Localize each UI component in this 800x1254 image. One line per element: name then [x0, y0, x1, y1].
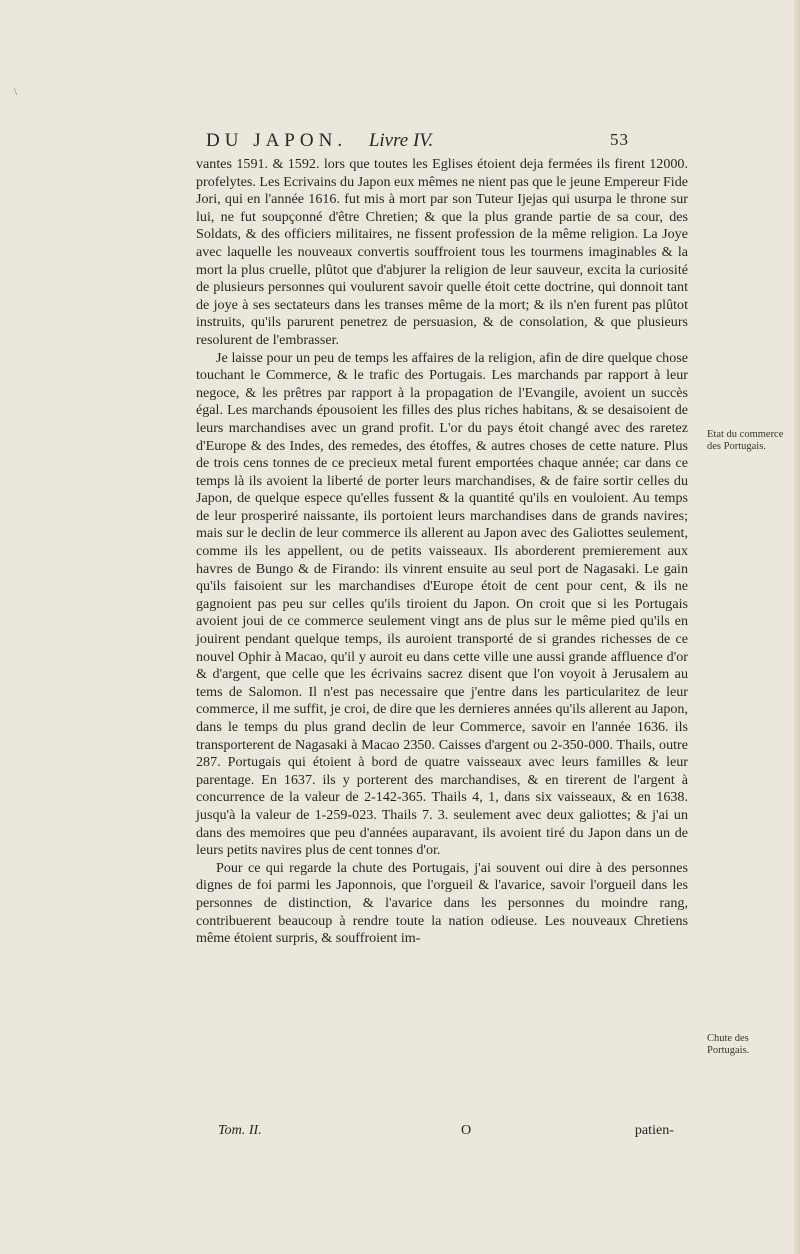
page-header — [206, 130, 629, 152]
page-footer — [196, 1122, 688, 1139]
corner-mark: \ — [14, 86, 18, 98]
page-number: 53 — [610, 130, 629, 149]
paragraph-2: Je laisse pour un peu de temps les affaires de la religion, afin de dire quelque chose touchant le Commerce, & le trafic des Portugais. Les marchands par rapport à leur negoce, & les prêtres par rapport à la propagation de l'Evangile, avoient un succès égal. Les marchands épousoient les filles des plus riches habitans, & se desaisoient de leurs marchandises avec un grand profit. L'or du pays étoit changé avec des raretez d'Europe & des Indes, des remedes, des étoffes, & autres choses de cette nature. Plus de trois cens tonnes de ce precieux metal furent emportées chaque année; car dans ce temps là ils avoient la liberté de porter leurs marchandises, & de faire sortir celles du Japon, de quelque espece qu'elles fussent & la quantité qu'ils en vouloient. Au temps de leur prosperiré naissante, ils portoient leurs marchandises dans de grands navires; mais sur le declin de leur commerce ils allerent au Japon avec des Galiottes seulement, comme ils les appellent, ou de petits vaisseaux. Ils aborderent premierement aux havres de Bungo & de Firando: ils vinrent ensuite au seul port de Nagasaki. Le gain qu'ils faisoient sur les marchandises d'Europe étoit de cent pour cent, & ils ne gagnoient pas peu sur celles qu'ils tiroient du Japon. On croit que si les Portugais avoient joui de ce commerce seulement vingt ans de plus sur le même pied qu'ils en jouirent pendant quelque temps, ils auroient transporté de si grandes richesses de ce nouvel Ophir à Macao, qu'il y auroit eu dans cette ville une aussi grande affluence d'or & d'argent, que celle que les écrivains sacrez disent que l'on voyoit à Jerusalem au tems de Salomon. Il n'est pas necessaire que j'entre dans les particularitez de leur commerce, il me suffit, je croi, de dire que les dernieres années qu'ils allerent au Japon, dans le temps du plus grand declin de leur Commerce, savoir en l'année 1636. ils transporterent de Nagasaki à Macao 2350. Caisses d'argent ou 2-350-000. Thails, outre 287. Portugais qui étoient à bord de quatre vaisseaux avec leurs familles & leur parentage. En 1637. ils y porterent des marchandises, & en tirerent de l'argent à concurrence de la valeur de 2-142-365. Thails 4, 1, dans six vaisseaux, & en 1638. jusqu'à la valeur de 1-259-023. Thails 7. 3. seulement avec deux galiottes; & j'ai un dans des memoires que peu d'années auparavant, ils avoient tiré du Japon dans un de leurs petits navires plus de cent tonnes d'or. — [196, 349, 688, 859]
running-title: DU JAPON. — [206, 130, 348, 151]
margin-note-chute: Chute des Portugais. — [707, 1033, 750, 1056]
margin-note-commerce: Etat du commerce des Portugais. — [707, 429, 784, 452]
signature-mark: O — [461, 1122, 472, 1138]
book-label: Livre IV. — [368, 130, 434, 151]
volume-label: Tom. II. — [218, 1122, 262, 1138]
paragraph-3: Pour ce qui regarde la chute des Portugais, j'ai souvent oui dire à des personnes dignes de foi parmi les Japonnois, que l'orgueil & l'avarice, savoir l'orgueil dans les personnes de distinction, & l'avarice dans les personnes du moindre rang, contribuerent beaucoup à rendre toute la nation odieuse. Les nouveaux Chretiens même étoient surpris, & souffroient im- — [196, 859, 688, 947]
body-text — [196, 156, 688, 948]
page-edge — [794, 0, 800, 1254]
catchword: patien- — [634, 1122, 674, 1138]
paragraph-1: vantes 1591. & 1592. lors que toutes les Eglises étoient deja fermées ils firent 12000. profelytes. Les Ecrivains du Japon eux mêmes ne nient pas que le jeune Empereur Fide Jori, qui en l'année 1616. fut mis à mort par son Tuteur Ijejas qui usurpa le throne sur lui, ne fut soupçonné d'être Chretien; & que la plus grande partie de sa cour, des Soldats, & des officiers militaires, ne fissent profession de la même religion. La Joye avec laquelle les nouveaux convertis souffroient tous les tourmens imaginables & la mort la plus cruelle, plûtot que d'abjurer la religion de leur sauveur, excita la curiosité de plusieurs personnes qui voulurent savoir quelle étoit cette doctrine, qui donnoit tant de joye à ses sectateurs dans les transes même de la mort; & ils n'en furent pas plûtot instruits, qu'ils parurent penetrez de persuasion, & de consolation, & que plusieurs resolurent de l'embrasser. — [196, 156, 688, 348]
